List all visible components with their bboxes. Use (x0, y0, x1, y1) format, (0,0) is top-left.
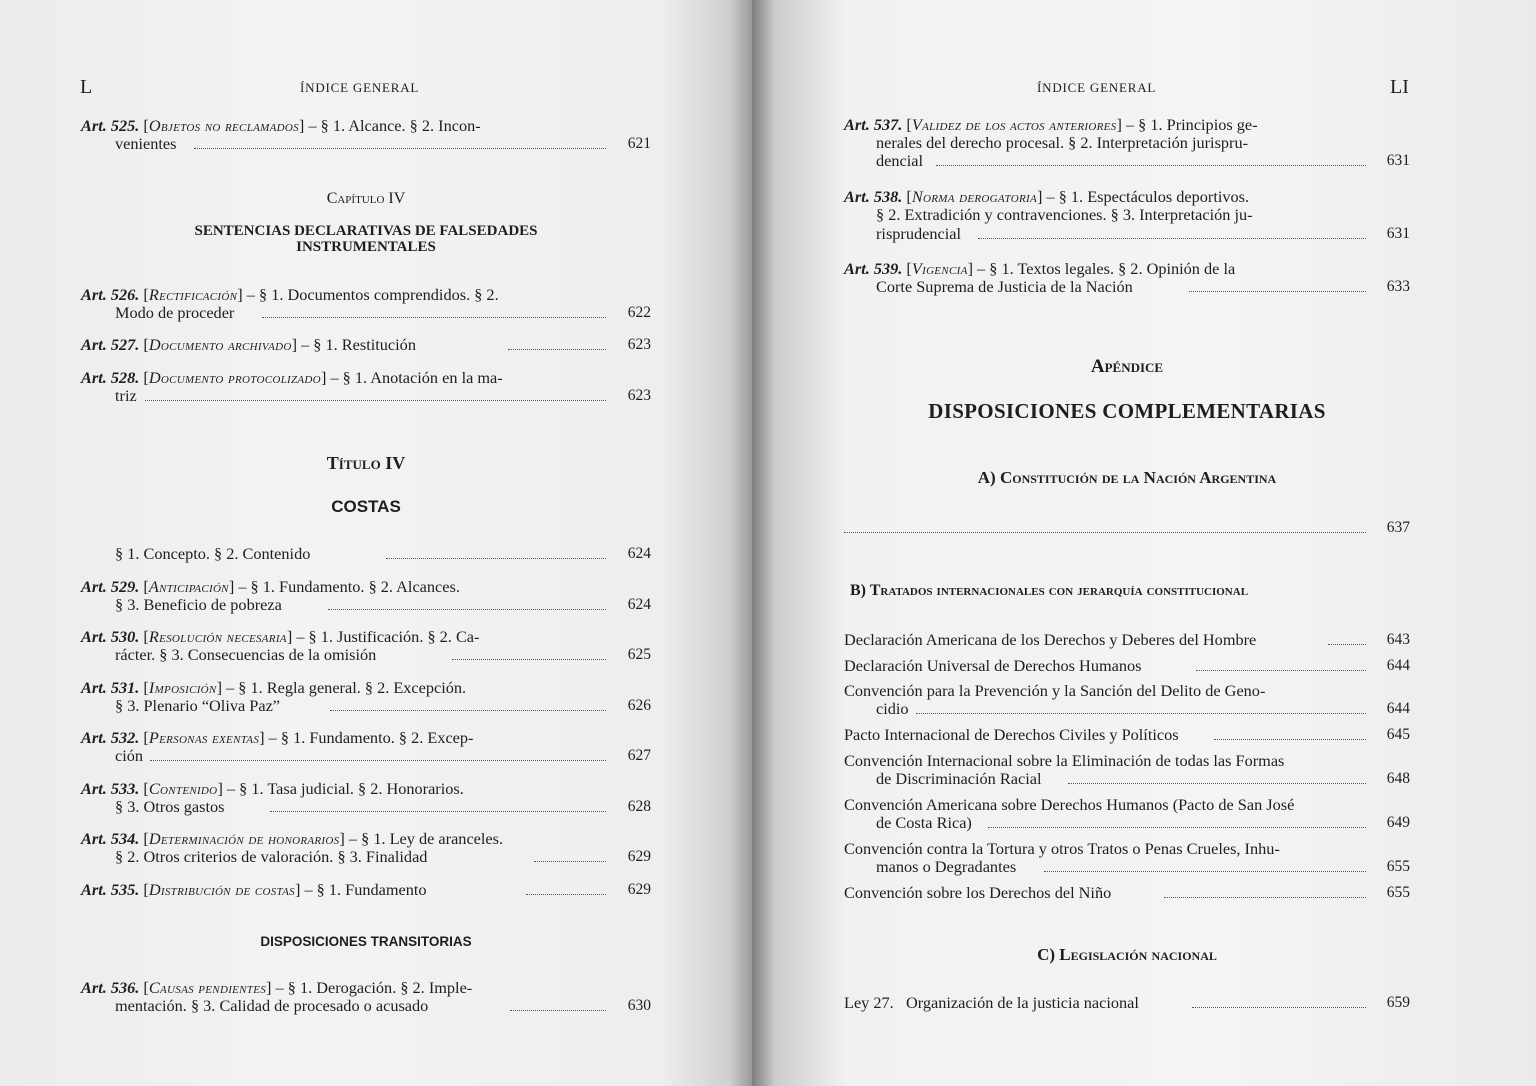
article-title: Anticipación (148, 577, 229, 596)
dot-leader (270, 811, 606, 812)
article-title: Determinación de honorarios (148, 829, 340, 848)
article-title: Personas exentas (148, 728, 260, 747)
page-number: 625 (627, 646, 651, 663)
page-number: 628 (627, 798, 651, 815)
article-number: Art. 534. (81, 829, 140, 848)
entry-text: § 3. Otros gastos (115, 797, 225, 816)
dot-leader (194, 148, 606, 149)
page-number: 648 (1386, 770, 1410, 787)
entry-text: Declaración Americana de los Derechos y Deberes del Hombre (844, 630, 1257, 649)
article-number: Art. 536. (81, 978, 140, 997)
entry-text: venientes (115, 134, 177, 153)
page-number: 633 (1386, 278, 1410, 295)
article-title: Documento archivado (148, 335, 292, 354)
entry-text: – § 1. Derogación. § 2. Imple- (275, 978, 473, 997)
entry-text: mentación. § 3. Calidad de procesado o acusado (115, 996, 429, 1015)
page-number: 630 (627, 997, 651, 1014)
dot-leader (330, 710, 606, 711)
page-number: 643 (1386, 631, 1410, 648)
section-c-heading: C) Legislación nacional (1037, 945, 1217, 964)
page-number: 629 (627, 848, 651, 865)
section-a-heading: A) Constitución de la Nación Argentina (977, 468, 1277, 487)
chapter-label: Capítulo IV (326, 190, 406, 207)
entry-text: Pacto Internacional de Derechos Civiles y Políticos (844, 725, 1179, 744)
article-number: Art. 528. (81, 368, 140, 387)
entry-text: – § 1. Fundamento. § 2. Excep- (268, 728, 474, 747)
article-number: Art. 533. (81, 779, 140, 798)
dot-leader (452, 659, 606, 660)
running-header: ÍNDICE GENERAL (1037, 80, 1157, 95)
dot-leader (1044, 871, 1366, 872)
article-title: Causas pendientes (148, 978, 267, 997)
article-number: Art. 529. (81, 577, 140, 596)
dot-leader (1196, 670, 1366, 671)
dot-leader (1214, 739, 1366, 740)
article-title: Rectificación (148, 285, 238, 304)
dot-leader (526, 894, 606, 895)
page-folio: L (80, 76, 93, 98)
page-number: 627 (627, 747, 651, 764)
entry-text: – § 1. Justificación. § 2. Ca- (296, 627, 480, 646)
dot-leader (978, 238, 1366, 239)
dot-leader (386, 558, 606, 559)
article-title: Imposición (148, 678, 217, 697)
entry-text: de Discriminación Racial (876, 769, 1042, 788)
article-title: Distribución de costas (148, 880, 295, 899)
entry-text: § 1. Concepto. § 2. Contenido (115, 544, 311, 563)
dot-leader (262, 317, 606, 318)
article-number: Art. 539. (844, 259, 903, 278)
dot-leader (844, 532, 1366, 533)
dot-leader (145, 400, 606, 401)
page-number: 631 (1386, 225, 1410, 242)
article-title: Resolución necesaria (148, 627, 287, 646)
dot-leader (150, 760, 606, 761)
article-number: Art. 526. (81, 285, 140, 304)
dot-leader (328, 609, 606, 610)
page-number: 655 (1386, 858, 1410, 875)
law-number: Ley 27. (844, 993, 894, 1012)
section-heading: DISPOSICIONES TRANSITORIAS (260, 934, 472, 949)
dot-leader (508, 349, 606, 350)
right-page: ÍNDICE GENERAL LI Art. 537. [Validez de los actos anteriores] – § 1. Principios ge- nerales del derecho procesal. § 2. Interpretación jurispru- dencial 631 Art. 538. [Norma derogatoria] – § 1. Espectáculos deportivos. § 2. Extradición y contravenciones. § 3. Interpretación ju- risprudencial 631 Art. 539. [Vigencia] – § 1. Textos legales. § 2. Opinión de la Corte Suprema de Justicia de la Nación 633 Apéndice DISPOSICIONES COMPLEMENTARIAS A) Constitución de la Nación Argentina 637 B) Tratados internacionales con jerarquía constitucional Declaración Americana de los Derechos y Deberes del Hombre 643 Declaración Universal de Derechos Humanos 644 Convención para la Prevención y la Sanción del Delito de Geno- cidio 644 Pacto Internacional de Derechos Civiles y Políticos 645 Convención Internacional sobre la Eliminación de todas las Formas de Discriminación Racial 648 Convención Americana sobre Derechos Humanos (Pacto de San José de Costa Rica) 649 Convención contra la Tortura y otros Tratos o Penas Crueles, Inhu- manos o Degradantes 655 Convención sobre los Derechos del Niño 655 C) Legislación nacional Ley 27. Organización de la justicia nacional 659 (752, 0, 1536, 1086)
entry-text: Convención Americana sobre Derechos Humanos (Pacto de San José (844, 795, 1295, 814)
article-number: Art. 531. (81, 678, 140, 697)
title-heading: COSTAS (331, 497, 401, 516)
entry-text: – § 1. Tasa judicial. § 2. Honorarios. (226, 779, 464, 798)
dot-leader (510, 1010, 606, 1011)
article-number: Art. 535. (81, 880, 140, 899)
entry-text: Convención Internacional sobre la Eliminación de todas las Formas (844, 751, 1285, 770)
entry-text: dencial (876, 151, 924, 170)
page-number: 626 (627, 697, 651, 714)
entry-text: cidio (876, 699, 909, 718)
dot-leader (1068, 783, 1366, 784)
page-number: 659 (1386, 994, 1410, 1011)
article-title: Contenido (148, 779, 218, 798)
entry-text: § 3. Plenario “Oliva Paz” (115, 696, 281, 715)
entry-text: – § 1. Espectáculos deportivos. (1046, 187, 1250, 206)
appendix-label: Apéndice (1090, 356, 1164, 377)
entry-text: ción (115, 746, 144, 765)
dot-leader (1164, 897, 1366, 898)
entry-text: – § 1. Regla general. § 2. Excepción. (226, 678, 467, 697)
entry-text: triz (115, 386, 137, 405)
entry-text: § 2. Otros criterios de valoración. § 3. Finalidad (115, 847, 428, 866)
entry-text: Convención para la Prevención y la Sanción del Delito de Geno- (844, 681, 1266, 700)
page-number: 623 (627, 387, 651, 404)
entry-text: manos o Degradantes (876, 857, 1017, 876)
page-number: 623 (627, 336, 651, 353)
entry-text: Convención contra la Tortura y otros Tratos o Penas Crueles, Inhu- (844, 839, 1280, 858)
chapter-title-line2: INSTRUMENTALES (296, 239, 436, 255)
left-page: L ÍNDICE GENERAL Art. 525. [Objetos no reclamados] – § 1. Alcance. § 2. Incon- venientes 621 Capítulo IV SENTENCIAS DECLARATIVAS DE FALSEDADES INSTRUMENTALES Art. 526. [Rectificación] – § 1. Documentos comprendidos. § 2. Modo de proceder 622 Art. 527. [Documento archivado] – § 1. Restitución 623 Art. 528. [Documento protocolizado] – § 1. Anotación en la ma- triz 623 Título IV COSTAS § 1. Concepto. § 2. Contenido 624 Art. 529. [Anticipación] – § 1. Fundamento. § 2. Alcances. § 3. Beneficio de pobreza 624 Art. 530. [Resolución necesaria] – § 1. Justificación. § 2. Ca- rácter. § 3. Consecuencias de la omisión 625 Art. 531. [Imposición] – § 1. Regla general. § 2. Excepción. § 3. Plenario “Oliva Paz” 626 Art. 532. [Personas exentas] – § 1. Fundamento. § 2. Excep- ción 627 Art. 533. [Contenido] – § 1. Tasa judicial. § 2. Honorarios. § 3. Otros gastos 628 Art. 534. [Determinación de honorarios] – § 1. Ley de aranceles. § 2. Otros criterios de valoración. § 3. Finalidad 629 Art. 535. [Distribución de costas] – § 1. Fundamento 629 DISPOSICIONES TRANSITORIAS Art. 536. [Causas pendientes] – § 1. Derogación. § 2. Imple- mentación. § 3. Calidad de procesado o acusado 630 (0, 0, 752, 1086)
article-number: Art. 538. (844, 187, 903, 206)
entry-text: rácter. § 3. Consecuencias de la omisión (115, 645, 377, 664)
page-number: 655 (1386, 884, 1410, 901)
entry-text: Declaración Universal de Derechos Humanos (844, 656, 1142, 675)
entry-text: de Costa Rica) (876, 813, 972, 832)
page-folio: LI (1390, 76, 1409, 98)
entry-text: Convención sobre los Derechos del Niño (844, 883, 1112, 902)
entry-text: Organización de la justicia nacional (905, 993, 1139, 1012)
entry-text: – § 1. Alcance. § 2. Incon- (308, 116, 481, 135)
page-number: 644 (1386, 657, 1410, 674)
entry-text: – § 1. Principios ge- (1125, 115, 1258, 134)
page-number: 622 (627, 304, 651, 321)
article-title: Vigencia (911, 259, 968, 278)
entry-text: nerales del derecho procesal. § 2. Interpretación jurispru- (876, 133, 1249, 152)
dot-leader (1192, 1007, 1366, 1008)
entry-text: – § 1. Documentos comprendidos. § 2. (246, 285, 499, 304)
running-header: ÍNDICE GENERAL (300, 80, 420, 95)
article-number: Art. 527. (81, 335, 140, 354)
entry-text: – § 1. Restitución (301, 335, 416, 354)
article-number: Art. 530. (81, 627, 140, 646)
page-number: 624 (627, 545, 651, 562)
page-number: 637 (1386, 519, 1410, 536)
entry-text: – § 1. Fundamento. § 2. Alcances. (238, 577, 460, 596)
article-title: Documento protocolizado (148, 368, 321, 387)
section-b-heading: B) Tratados internacionales con jerarquía constitucional (850, 582, 1249, 599)
appendix-title: DISPOSICIONES COMPLEMENTARIAS (928, 399, 1326, 423)
article-number: Art. 537. (844, 115, 903, 134)
page-number: 621 (627, 135, 651, 152)
dot-leader (916, 713, 1366, 714)
article-number: Art. 525. (81, 116, 140, 135)
chapter-title-line1: SENTENCIAS DECLARATIVAS DE FALSEDADES (194, 223, 538, 239)
page-number: 645 (1386, 726, 1410, 743)
title-label: Título IV (326, 453, 406, 473)
dot-leader (1189, 291, 1366, 292)
entry-text: – § 1. Anotación en la ma- (330, 368, 503, 387)
entry-text: § 3. Beneficio de pobreza (115, 595, 282, 614)
article-title: Objetos no reclamados (148, 116, 299, 135)
entry-text: Corte Suprema de Justicia de la Nación (876, 277, 1133, 296)
entry-text: – § 1. Ley de aranceles. (348, 829, 504, 848)
dot-leader (534, 861, 606, 862)
page-number: 631 (1386, 152, 1410, 169)
dot-leader (988, 827, 1366, 828)
article-title: Validez de los actos anteriores (911, 115, 1117, 134)
page-number: 624 (627, 596, 651, 613)
article-title: Norma derogatoria (911, 187, 1037, 206)
entry-text: – § 1. Fundamento (304, 880, 427, 899)
article-number: Art. 532. (81, 728, 140, 747)
entry-text: Modo de proceder (115, 303, 235, 322)
page-number: 629 (627, 881, 651, 898)
page-number: 644 (1386, 700, 1410, 717)
dot-leader (1328, 644, 1366, 645)
entry-text: risprudencial (876, 224, 961, 243)
entry-text: § 2. Extradición y contravenciones. § 3. Interpretación ju- (876, 205, 1253, 224)
dot-leader (936, 165, 1366, 166)
entry-text: – § 1. Textos legales. § 2. Opinión de la (977, 259, 1236, 278)
page-number: 649 (1386, 814, 1410, 831)
